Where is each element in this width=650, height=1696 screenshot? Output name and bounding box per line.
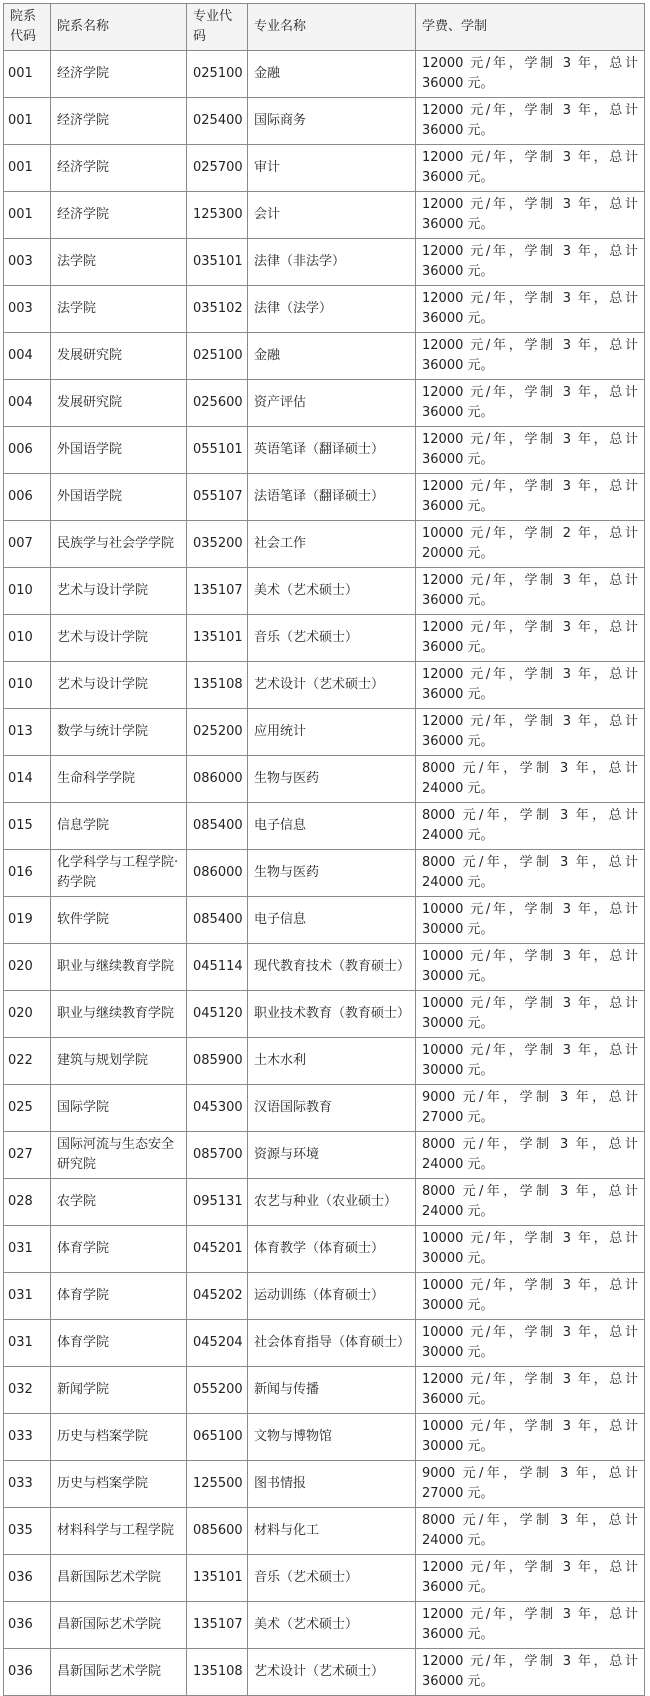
fee-cell: 8000 元/年，学制 3 年，总计 24000 元。 bbox=[416, 803, 645, 850]
dept-code-cell: 010 bbox=[4, 615, 51, 662]
dept-code-cell: 036 bbox=[4, 1555, 51, 1602]
major-name-cell: 社会工作 bbox=[248, 521, 416, 568]
major-name-cell: 英语笔译（翻译硕士） bbox=[248, 427, 416, 474]
dept-code-cell: 014 bbox=[4, 756, 51, 803]
dept-name-cell: 外国语学院 bbox=[51, 474, 187, 521]
dept-code-cell: 016 bbox=[4, 850, 51, 897]
major-name-cell: 资源与环境 bbox=[248, 1132, 416, 1179]
major-code-cell: 045120 bbox=[187, 991, 248, 1038]
fee-cell: 12000 元/年，学制 3 年，总计 36000 元。 bbox=[416, 286, 645, 333]
fee-cell: 10000 元/年，学制 3 年，总计 30000 元。 bbox=[416, 1273, 645, 1320]
dept-code-cell: 033 bbox=[4, 1414, 51, 1461]
fee-cell: 12000 元/年，学制 3 年，总计 36000 元。 bbox=[416, 615, 645, 662]
major-code-cell: 025100 bbox=[187, 51, 248, 98]
major-code-cell: 135108 bbox=[187, 1649, 248, 1696]
dept-name-cell: 法学院 bbox=[51, 239, 187, 286]
fee-cell: 12000 元/年，学制 3 年，总计 36000 元。 bbox=[416, 709, 645, 756]
dept-name-cell: 昌新国际艺术学院 bbox=[51, 1555, 187, 1602]
table-row bbox=[4, 1273, 645, 1320]
header-major-name: 专业名称 bbox=[248, 4, 416, 51]
dept-code-cell: 003 bbox=[4, 286, 51, 333]
major-name-cell: 农艺与种业（农业硕士） bbox=[248, 1179, 416, 1226]
fee-cell: 12000 元/年，学制 3 年，总计 36000 元。 bbox=[416, 474, 645, 521]
major-code-cell: 045202 bbox=[187, 1273, 248, 1320]
major-code-cell: 135107 bbox=[187, 1602, 248, 1649]
fee-cell: 8000 元/年，学制 3 年，总计 24000 元。 bbox=[416, 1508, 645, 1555]
major-code-cell: 135107 bbox=[187, 568, 248, 615]
dept-code-cell: 015 bbox=[4, 803, 51, 850]
major-code-cell: 045204 bbox=[187, 1320, 248, 1367]
major-code-cell: 055200 bbox=[187, 1367, 248, 1414]
table-row bbox=[4, 1179, 645, 1226]
dept-code-cell: 004 bbox=[4, 333, 51, 380]
dept-name-cell: 艺术与设计学院 bbox=[51, 615, 187, 662]
major-name-cell: 生物与医药 bbox=[248, 850, 416, 897]
major-name-cell: 艺术设计（艺术硕士） bbox=[248, 662, 416, 709]
fee-cell: 10000 元/年，学制 3 年，总计 30000 元。 bbox=[416, 1226, 645, 1273]
major-name-cell: 法语笔译（翻译硕士） bbox=[248, 474, 416, 521]
fee-cell: 12000 元/年，学制 3 年，总计 36000 元。 bbox=[416, 1602, 645, 1649]
table-row bbox=[4, 568, 645, 615]
fee-cell: 12000 元/年，学制 3 年，总计 36000 元。 bbox=[416, 1555, 645, 1602]
fee-cell: 12000 元/年，学制 3 年，总计 36000 元。 bbox=[416, 568, 645, 615]
table-row bbox=[4, 991, 645, 1038]
table-row bbox=[4, 756, 645, 803]
table-row bbox=[4, 1367, 645, 1414]
major-name-cell: 金融 bbox=[248, 51, 416, 98]
table-row bbox=[4, 51, 645, 98]
dept-code-cell: 019 bbox=[4, 897, 51, 944]
table-row bbox=[4, 897, 645, 944]
dept-code-cell: 001 bbox=[4, 192, 51, 239]
major-name-cell: 职业技术教育（教育硕士） bbox=[248, 991, 416, 1038]
major-name-cell: 电子信息 bbox=[248, 897, 416, 944]
major-code-cell: 025700 bbox=[187, 145, 248, 192]
dept-name-cell: 历史与档案学院 bbox=[51, 1461, 187, 1508]
fee-cell: 10000 元/年，学制 3 年，总计 30000 元。 bbox=[416, 1320, 645, 1367]
major-code-cell: 086000 bbox=[187, 850, 248, 897]
dept-name-cell: 昌新国际艺术学院 bbox=[51, 1649, 187, 1696]
dept-code-cell: 031 bbox=[4, 1273, 51, 1320]
major-code-cell: 085600 bbox=[187, 1508, 248, 1555]
dept-name-cell: 昌新国际艺术学院 bbox=[51, 1602, 187, 1649]
table-row bbox=[4, 98, 645, 145]
fee-cell: 12000 元/年，学制 3 年，总计 36000 元。 bbox=[416, 1367, 645, 1414]
dept-code-cell: 001 bbox=[4, 98, 51, 145]
table-row bbox=[4, 521, 645, 568]
dept-name-cell: 软件学院 bbox=[51, 897, 187, 944]
dept-code-cell: 001 bbox=[4, 145, 51, 192]
dept-name-cell: 信息学院 bbox=[51, 803, 187, 850]
fee-cell: 10000 元/年，学制 3 年，总计 30000 元。 bbox=[416, 1414, 645, 1461]
major-name-cell: 运动训练（体育硕士） bbox=[248, 1273, 416, 1320]
table-body bbox=[4, 51, 645, 1696]
dept-name-cell: 发展研究院 bbox=[51, 333, 187, 380]
table-row bbox=[4, 239, 645, 286]
major-code-cell: 035200 bbox=[187, 521, 248, 568]
major-code-cell: 045201 bbox=[187, 1226, 248, 1273]
fee-cell: 12000 元/年，学制 3 年，总计 36000 元。 bbox=[416, 333, 645, 380]
dept-code-cell: 028 bbox=[4, 1179, 51, 1226]
dept-name-cell: 体育学院 bbox=[51, 1226, 187, 1273]
major-name-cell: 艺术设计（艺术硕士） bbox=[248, 1649, 416, 1696]
table-row bbox=[4, 1461, 645, 1508]
fee-cell: 9000 元/年，学制 3 年，总计 27000 元。 bbox=[416, 1461, 645, 1508]
table-row bbox=[4, 427, 645, 474]
table-row bbox=[4, 803, 645, 850]
header-fee: 学费、学制 bbox=[416, 4, 645, 51]
table-row bbox=[4, 850, 645, 897]
dept-code-cell: 004 bbox=[4, 380, 51, 427]
dept-name-cell: 法学院 bbox=[51, 286, 187, 333]
table-row bbox=[4, 1414, 645, 1461]
dept-name-cell: 农学院 bbox=[51, 1179, 187, 1226]
fee-cell: 12000 元/年，学制 3 年，总计 36000 元。 bbox=[416, 380, 645, 427]
major-name-cell: 法律（法学） bbox=[248, 286, 416, 333]
table-row bbox=[4, 662, 645, 709]
table-row bbox=[4, 1602, 645, 1649]
dept-name-cell: 发展研究院 bbox=[51, 380, 187, 427]
table-row bbox=[4, 944, 645, 991]
dept-name-cell: 新闻学院 bbox=[51, 1367, 187, 1414]
fee-cell: 12000 元/年，学制 3 年，总计 36000 元。 bbox=[416, 192, 645, 239]
major-code-cell: 135101 bbox=[187, 1555, 248, 1602]
major-name-cell: 材料与化工 bbox=[248, 1508, 416, 1555]
header-dept-code: 院系代码 bbox=[4, 4, 51, 51]
dept-name-cell: 国际河流与生态安全研究院 bbox=[51, 1132, 187, 1179]
dept-code-cell: 036 bbox=[4, 1649, 51, 1696]
dept-name-cell: 经济学院 bbox=[51, 192, 187, 239]
table-row bbox=[4, 1132, 645, 1179]
major-name-cell: 国际商务 bbox=[248, 98, 416, 145]
major-code-cell: 125300 bbox=[187, 192, 248, 239]
major-code-cell: 025400 bbox=[187, 98, 248, 145]
fee-cell: 12000 元/年，学制 3 年，总计 36000 元。 bbox=[416, 662, 645, 709]
table-row bbox=[4, 1226, 645, 1273]
major-code-cell: 065100 bbox=[187, 1414, 248, 1461]
major-code-cell: 055101 bbox=[187, 427, 248, 474]
fee-table bbox=[3, 3, 645, 1696]
fee-table-container bbox=[3, 3, 644, 1696]
major-name-cell: 现代教育技术（教育硕士） bbox=[248, 944, 416, 991]
dept-name-cell: 历史与档案学院 bbox=[51, 1414, 187, 1461]
table-row bbox=[4, 380, 645, 427]
major-name-cell: 音乐（艺术硕士） bbox=[248, 1555, 416, 1602]
table-row bbox=[4, 145, 645, 192]
fee-cell: 12000 元/年，学制 3 年，总计 36000 元。 bbox=[416, 98, 645, 145]
dept-code-cell: 033 bbox=[4, 1461, 51, 1508]
major-name-cell: 电子信息 bbox=[248, 803, 416, 850]
dept-name-cell: 职业与继续教育学院 bbox=[51, 944, 187, 991]
major-name-cell: 金融 bbox=[248, 333, 416, 380]
table-row bbox=[4, 1320, 645, 1367]
major-code-cell: 135108 bbox=[187, 662, 248, 709]
major-name-cell: 美术（艺术硕士） bbox=[248, 568, 416, 615]
fee-cell: 10000 元/年，学制 3 年，总计 30000 元。 bbox=[416, 944, 645, 991]
table-row bbox=[4, 709, 645, 756]
table-row bbox=[4, 1085, 645, 1132]
dept-name-cell: 数学与统计学院 bbox=[51, 709, 187, 756]
dept-code-cell: 027 bbox=[4, 1132, 51, 1179]
major-code-cell: 025100 bbox=[187, 333, 248, 380]
dept-code-cell: 007 bbox=[4, 521, 51, 568]
dept-name-cell: 职业与继续教育学院 bbox=[51, 991, 187, 1038]
major-code-cell: 085700 bbox=[187, 1132, 248, 1179]
dept-name-cell: 化学科学与工程学院·药学院 bbox=[51, 850, 187, 897]
fee-cell: 10000 元/年，学制 3 年，总计 30000 元。 bbox=[416, 897, 645, 944]
fee-cell: 9000 元/年，学制 3 年，总计 27000 元。 bbox=[416, 1085, 645, 1132]
fee-cell: 8000 元/年，学制 3 年，总计 24000 元。 bbox=[416, 1132, 645, 1179]
major-name-cell: 土木水利 bbox=[248, 1038, 416, 1085]
major-code-cell: 035102 bbox=[187, 286, 248, 333]
dept-code-cell: 025 bbox=[4, 1085, 51, 1132]
major-code-cell: 085400 bbox=[187, 803, 248, 850]
major-code-cell: 085400 bbox=[187, 897, 248, 944]
dept-name-cell: 体育学院 bbox=[51, 1273, 187, 1320]
dept-code-cell: 010 bbox=[4, 662, 51, 709]
dept-code-cell: 032 bbox=[4, 1367, 51, 1414]
table-row bbox=[4, 192, 645, 239]
dept-name-cell: 国际学院 bbox=[51, 1085, 187, 1132]
dept-code-cell: 020 bbox=[4, 991, 51, 1038]
major-name-cell: 新闻与传播 bbox=[248, 1367, 416, 1414]
fee-cell: 12000 元/年，学制 3 年，总计 36000 元。 bbox=[416, 145, 645, 192]
table-row bbox=[4, 1555, 645, 1602]
fee-cell: 12000 元/年，学制 3 年，总计 36000 元。 bbox=[416, 51, 645, 98]
dept-name-cell: 艺术与设计学院 bbox=[51, 662, 187, 709]
fee-cell: 10000 元/年，学制 3 年，总计 30000 元。 bbox=[416, 991, 645, 1038]
dept-code-cell: 031 bbox=[4, 1226, 51, 1273]
dept-name-cell: 建筑与规划学院 bbox=[51, 1038, 187, 1085]
major-code-cell: 135101 bbox=[187, 615, 248, 662]
dept-name-cell: 艺术与设计学院 bbox=[51, 568, 187, 615]
dept-name-cell: 经济学院 bbox=[51, 98, 187, 145]
fee-cell: 8000 元/年，学制 3 年，总计 24000 元。 bbox=[416, 850, 645, 897]
dept-code-cell: 003 bbox=[4, 239, 51, 286]
dept-code-cell: 022 bbox=[4, 1038, 51, 1085]
table-header-row bbox=[4, 4, 645, 51]
major-name-cell: 生物与医药 bbox=[248, 756, 416, 803]
fee-cell: 8000 元/年，学制 3 年，总计 24000 元。 bbox=[416, 1179, 645, 1226]
major-name-cell: 文物与博物馆 bbox=[248, 1414, 416, 1461]
major-name-cell: 体育教学（体育硕士） bbox=[248, 1226, 416, 1273]
dept-code-cell: 010 bbox=[4, 568, 51, 615]
dept-code-cell: 036 bbox=[4, 1602, 51, 1649]
fee-cell: 10000 元/年，学制 2 年，总计 20000 元。 bbox=[416, 521, 645, 568]
dept-name-cell: 外国语学院 bbox=[51, 427, 187, 474]
fee-cell: 12000 元/年，学制 3 年，总计 36000 元。 bbox=[416, 1649, 645, 1696]
dept-name-cell: 民族学与社会学学院 bbox=[51, 521, 187, 568]
table-row bbox=[4, 474, 645, 521]
header-dept-name: 院系名称 bbox=[51, 4, 187, 51]
fee-cell: 12000 元/年，学制 3 年，总计 36000 元。 bbox=[416, 427, 645, 474]
dept-code-cell: 006 bbox=[4, 427, 51, 474]
major-code-cell: 085900 bbox=[187, 1038, 248, 1085]
dept-code-cell: 020 bbox=[4, 944, 51, 991]
table-row bbox=[4, 333, 645, 380]
dept-code-cell: 013 bbox=[4, 709, 51, 756]
major-code-cell: 035101 bbox=[187, 239, 248, 286]
dept-name-cell: 材料科学与工程学院 bbox=[51, 1508, 187, 1555]
major-code-cell: 095131 bbox=[187, 1179, 248, 1226]
table-row bbox=[4, 286, 645, 333]
dept-name-cell: 生命科学学院 bbox=[51, 756, 187, 803]
fee-cell: 8000 元/年，学制 3 年，总计 24000 元。 bbox=[416, 756, 645, 803]
fee-cell: 12000 元/年，学制 3 年，总计 36000 元。 bbox=[416, 239, 645, 286]
major-name-cell: 汉语国际教育 bbox=[248, 1085, 416, 1132]
major-name-cell: 应用统计 bbox=[248, 709, 416, 756]
dept-code-cell: 031 bbox=[4, 1320, 51, 1367]
fee-cell: 10000 元/年，学制 3 年，总计 30000 元。 bbox=[416, 1038, 645, 1085]
major-code-cell: 025200 bbox=[187, 709, 248, 756]
table-row bbox=[4, 1038, 645, 1085]
major-code-cell: 086000 bbox=[187, 756, 248, 803]
major-code-cell: 055107 bbox=[187, 474, 248, 521]
dept-code-cell: 006 bbox=[4, 474, 51, 521]
table-row bbox=[4, 1508, 645, 1555]
major-code-cell: 045300 bbox=[187, 1085, 248, 1132]
header-major-code: 专业代码 bbox=[187, 4, 248, 51]
dept-name-cell: 经济学院 bbox=[51, 51, 187, 98]
major-name-cell: 图书情报 bbox=[248, 1461, 416, 1508]
dept-code-cell: 001 bbox=[4, 51, 51, 98]
major-name-cell: 音乐（艺术硕士） bbox=[248, 615, 416, 662]
major-name-cell: 社会体育指导（体育硕士） bbox=[248, 1320, 416, 1367]
major-name-cell: 美术（艺术硕士） bbox=[248, 1602, 416, 1649]
major-name-cell: 审计 bbox=[248, 145, 416, 192]
table-row bbox=[4, 1649, 645, 1696]
dept-code-cell: 035 bbox=[4, 1508, 51, 1555]
major-name-cell: 会计 bbox=[248, 192, 416, 239]
major-name-cell: 法律（非法学） bbox=[248, 239, 416, 286]
major-code-cell: 125500 bbox=[187, 1461, 248, 1508]
major-code-cell: 045114 bbox=[187, 944, 248, 991]
table-row bbox=[4, 615, 645, 662]
major-code-cell: 025600 bbox=[187, 380, 248, 427]
major-name-cell: 资产评估 bbox=[248, 380, 416, 427]
dept-name-cell: 经济学院 bbox=[51, 145, 187, 192]
dept-name-cell: 体育学院 bbox=[51, 1320, 187, 1367]
